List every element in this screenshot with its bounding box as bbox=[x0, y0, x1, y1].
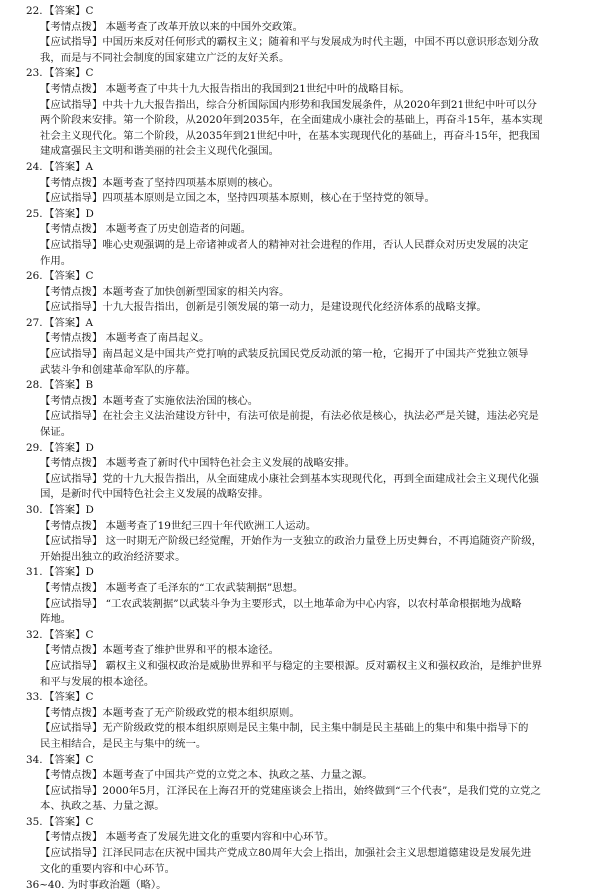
explanation-line: 【应试指导】党的十九大报告指出，从全面建成小康社会到基本实现现代化，再到全面建成社会主义现代化强 bbox=[40, 472, 539, 485]
explanation-line: 【考情点拨】 本题考查了新时代中国特色社会主义发展的战略安排。 bbox=[40, 457, 356, 470]
explanation-continuation: 和平与发展的根本途径。 bbox=[40, 675, 155, 688]
explanation-line: 【考情点拨】 本题考查了改革开放以来的中国外交政策。 bbox=[40, 20, 304, 33]
question-number: 26. bbox=[26, 270, 43, 283]
explanation-line: 【考情点拨】 本题考查了中共十九大报告指出的我国到21世纪中叶的战略目标。 bbox=[40, 82, 410, 95]
explanation-line: 【应试指导】在社会主义法治建设方针中，有法可依是前提，有法必依是核心，执法必严是关键，违法必究是 bbox=[40, 410, 539, 423]
question-block bbox=[26, 66, 581, 160]
explanation-line: 【考情点拨】本题考查了坚持四项基本原则的核心。 bbox=[40, 176, 279, 189]
answer-label: 【答案】C bbox=[44, 67, 94, 80]
question-block bbox=[26, 207, 581, 269]
question-block bbox=[26, 269, 581, 316]
question-number: 27. bbox=[26, 316, 43, 329]
answer-label: 【答案】C bbox=[44, 753, 94, 766]
explanation-line: 【考情点拨】 本题考查了历史创造者的问题。 bbox=[40, 223, 252, 236]
answer-label: 【答案】A bbox=[44, 160, 94, 173]
explanation-continuation: 作用。 bbox=[40, 254, 72, 267]
question-number: 32. bbox=[26, 628, 43, 641]
question-block bbox=[26, 316, 581, 378]
answer-line bbox=[26, 4, 581, 20]
answer-label: 【答案】D bbox=[44, 504, 94, 516]
question-number: 34. bbox=[26, 753, 43, 766]
question-number: 24. bbox=[26, 160, 43, 173]
explanation-line: 【考情点拨】 本题考查了南昌起义。 bbox=[40, 332, 210, 345]
answer-line bbox=[26, 628, 581, 644]
explanation-continuation: 民主相结合，是民主与集中的统一。 bbox=[40, 737, 207, 750]
answer-line bbox=[26, 269, 581, 285]
answer-label: 【答案】B bbox=[44, 379, 94, 392]
explanation-continuation: 两个阶段来安排。第一个阶段，从2020年到2035年，在全面建成小康社会的基础上，再奋斗15年，基本实现 bbox=[40, 114, 543, 127]
question-number: 35. bbox=[26, 815, 43, 828]
answer-line bbox=[26, 503, 581, 519]
question-block bbox=[26, 753, 581, 815]
question-number: 29. bbox=[26, 441, 43, 454]
explanation-line: 【应试指导】中共十九大报告指出，综合分析国际国内形势和我国发展条件，从2020年到21世纪中叶可以分 bbox=[40, 98, 537, 111]
answer-label: 【答案】C bbox=[44, 270, 94, 283]
explanation-line: 【应试指导】唯心史观强调的是上帝诸神或者人的精神对社会进程的作用，否认人民群众对历史发展的决定 bbox=[40, 238, 529, 251]
explanation-line: 【应试指导】南昌起义是中国共产党打响的武装反抗国民党反动派的第一枪，它揭开了中国共产党独立领导 bbox=[40, 348, 529, 361]
question-block bbox=[26, 815, 581, 877]
explanation-continuation: 保证。 bbox=[40, 426, 72, 439]
explanation-continuation: 开始提出独立的政治经济要求。 bbox=[40, 550, 186, 563]
question-number: 23. bbox=[26, 67, 43, 80]
answer-label: 【答案】D bbox=[44, 207, 94, 220]
answer-list bbox=[26, 4, 581, 877]
explanation-line: 【考情点拨】 本题考查了毛泽东的“工农武装割据”思想。 bbox=[40, 581, 304, 594]
question-block bbox=[26, 441, 581, 503]
explanation-line: 【应试指导】四项基本原则是立国之本，坚持四项基本原则，核心在于坚持党的领导。 bbox=[40, 192, 435, 205]
question-number: 22. bbox=[26, 5, 43, 17]
question-block bbox=[26, 503, 581, 565]
answer-label: 【答案】D bbox=[44, 566, 94, 579]
explanation-line: 【考情点拨】本题考查了中国共产党的立党之本、执政之基、力量之源。 bbox=[40, 769, 373, 782]
answer-label: 【答案】C bbox=[44, 628, 94, 641]
answer-line bbox=[26, 565, 581, 581]
explanation-line: 【考情点拨】 本题考查了发展先进文化的重要内容和中心环节。 bbox=[40, 831, 335, 844]
question-number: 30. bbox=[26, 504, 43, 516]
question-block bbox=[26, 4, 581, 66]
explanation-continuation: 国，是新时代中国特色社会主义发展的战略安排。 bbox=[40, 488, 269, 501]
explanation-line: 【考情点拨】 本题考查了19世纪三四十年代欧洲工人运动。 bbox=[40, 519, 317, 532]
answer-label: 【答案】A bbox=[44, 316, 94, 329]
explanation-line: 【考情点拨】本题考查了实施依法治国的核心。 bbox=[40, 394, 259, 407]
explanation-line: 【应试指导】无产阶级政党的根本组织原则是民主集中制，民主集中制是民主基础上的集中和集中指导下的 bbox=[40, 722, 529, 735]
answer-line bbox=[26, 207, 581, 223]
answer-line bbox=[26, 160, 581, 176]
question-block bbox=[26, 565, 581, 627]
answer-line bbox=[26, 753, 581, 769]
explanation-line: 【应试指导】中国历来反对任何形式的霸权主义；随着和平与发展成为时代主题，中国不再以意识形态划分敌 bbox=[40, 36, 539, 49]
explanation-continuation: 建成富强民主文明和谐美丽的社会主义现代化强国。 bbox=[40, 145, 279, 158]
answer-line bbox=[26, 690, 581, 706]
explanation-continuation: 武装斗争和创建革命军队的序幕。 bbox=[40, 363, 196, 376]
explanation-line: 【考情点拨】本题考查了无产阶级政党的根本组织原则。 bbox=[40, 706, 300, 719]
explanation-line: 【应试指导】 这一时期无产阶级已经觉醒，开始作为一支独立的政治力量登上历史舞台，不再追随资产阶级， bbox=[40, 535, 543, 548]
explanation-line: 【应试指导】江泽民同志在庆祝中国共产党成立80周年大会上指出，加强社会主义思想道德建设是发展先进 bbox=[40, 847, 532, 860]
explanation-line: 【考情点拨】本题考查了维护世界和平的根本途径。 bbox=[40, 644, 279, 657]
explanation-line: 【应试指导】2000年5月，江泽民在上海召开的党建座谈会上指出，始终做到“三个代表”，是我们党的立党之 bbox=[40, 784, 541, 797]
explanation-continuation: 本、执政之基、力量之源。 bbox=[40, 800, 165, 813]
answer-line bbox=[26, 815, 581, 831]
question-number: 31. bbox=[26, 566, 43, 579]
question-block bbox=[26, 378, 581, 440]
explanation-continuation: 我，而是与不同社会制度的国家建立广泛的友好关系。 bbox=[40, 51, 290, 64]
answer-line bbox=[26, 378, 581, 394]
answer-label: 【答案】C bbox=[44, 691, 94, 704]
answer-label: 【答案】D bbox=[44, 441, 94, 454]
question-number: 25. bbox=[26, 207, 43, 220]
footer-note: 36~40. 为时事政治题（略）。 bbox=[26, 879, 167, 892]
explanation-line: 【应试指导】 霸权主义和强权政治是威胁世界和平与稳定的主要根源。反对霸权主义和强权政治，是维护世界 bbox=[40, 659, 543, 672]
explanation-continuation: 文化的重要内容和中心环节。 bbox=[40, 862, 176, 875]
answer-line bbox=[26, 441, 581, 457]
question-block bbox=[26, 628, 581, 690]
answer-line bbox=[26, 66, 581, 82]
question-block bbox=[26, 690, 581, 752]
answer-label: 【答案】C bbox=[44, 5, 94, 17]
explanation-line: 【应试指导】十九大报告指出，创新是引领发展的第一动力，是建设现代化经济体系的战略支撑。 bbox=[40, 301, 487, 314]
explanation-line: 【应试指导】 “工农武装割据”以武装斗争为主要形式，以土地革命为中心内容，以农村革命根据地为战略 bbox=[40, 597, 522, 610]
explanation-line: 【考情点拨】本题考查了加快创新型国家的相关内容。 bbox=[40, 285, 290, 298]
explanation-continuation: 社会主义现代化。第二个阶段，从2035年到21世纪中叶，在基本实现现代化的基础上，再奋斗15年，把我国 bbox=[40, 129, 540, 142]
answer-line bbox=[26, 316, 581, 332]
question-number: 28. bbox=[26, 379, 43, 392]
question-number: 33. bbox=[26, 691, 43, 704]
explanation-continuation: 阵地。 bbox=[40, 613, 72, 626]
answer-label: 【答案】C bbox=[44, 815, 94, 828]
question-block bbox=[26, 160, 581, 207]
